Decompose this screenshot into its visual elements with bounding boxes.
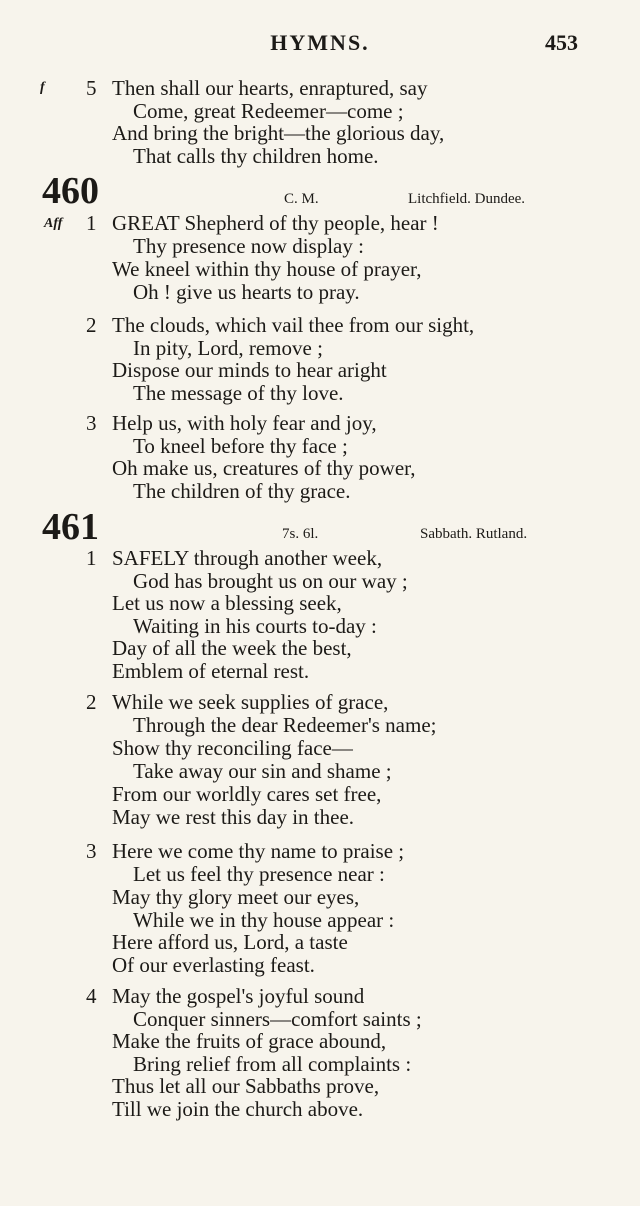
hymn-line: May we rest this day in thee. [112,805,355,829]
hymn-line: To kneel before thy face ; [133,434,348,458]
hymn-line: Bring relief from all complaints : [133,1052,412,1076]
hymn-line: In pity, Lord, remove ; [133,336,323,360]
verse-number: 1 [86,211,97,235]
hymn-line: Thy presence now display : [133,234,364,258]
verse-number: 2 [86,690,97,714]
verse-number: 3 [86,839,97,863]
hymn-line: And bring the bright—the glorious day, [112,121,445,145]
hymn-line: May thy glory meet our eyes, [112,885,360,909]
hymn-line: May the gospel's joyful sound [112,984,365,1008]
verse-number: 3 [86,411,97,435]
hymn-number: 461 [42,506,99,548]
hymn-line: Here afford us, Lord, a taste [112,930,348,954]
hymn-line: While we in thy house appear : [133,908,395,932]
hymn-line: We kneel within thy house of prayer, [112,257,422,281]
hymn-line: The clouds, which vail thee from our sight, [112,313,475,337]
hymn-line: From our worldly cares set free, [112,782,382,806]
hymn-line: While we seek supplies of grace, [112,690,389,714]
verse-number: 4 [86,984,97,1008]
running-header-title: HYMNS. [270,30,370,55]
hymn-tunes: Sabbath. Rutland. [420,526,528,542]
verse-number: 1 [86,546,97,570]
verse-number: 2 [86,313,97,337]
hymn-number: 460 [42,170,99,212]
hymn-tunes: Litchfield. Dundee. [408,191,526,207]
hymn-line: Make the fruits of grace abound, [112,1029,387,1053]
hymn-line: Day of all the week the best, [112,636,352,660]
hymn-line: That calls thy children home. [133,144,379,168]
hymn-line: Take away our sin and shame ; [133,759,392,783]
hymn-line: The children of thy grace. [133,479,351,503]
hymn-line: Show thy reconciling face— [112,736,353,760]
hymn-line: Of our everlasting feast. [112,953,315,977]
hymn-line: Waiting in his courts to-day : [133,614,377,638]
hymn-line: Let us now a blessing seek, [112,591,342,615]
verse-number: 5 [86,76,97,100]
hymn-line: Here we come thy name to praise ; [112,839,405,863]
hymn-line: Oh make us, creatures of thy power, [112,456,416,480]
dynamic-marker: Aff [44,216,63,231]
hymn-line: Through the dear Redeemer's name; [133,713,437,737]
hymn-meter: C. M. [284,191,319,207]
hymn-line: Conquer sinners—comfort saints ; [133,1007,422,1031]
hymn-line: Till we join the church above. [112,1097,364,1121]
hymn-line: Come, great Redeemer—come ; [133,99,404,123]
page-number: 453 [545,30,578,55]
hymn-line: SAFELY through another week, [112,546,383,570]
hymn-line: Oh ! give us hearts to pray. [133,280,360,304]
hymn-line: The message of thy love. [133,381,344,405]
hymn-line: GREAT Shepherd of thy people, hear ! [112,211,439,235]
hymn-line: Thus let all our Sabbaths prove, [112,1074,380,1098]
dynamic-marker: f [40,80,45,95]
hymn-line: Dispose our minds to hear aright [112,358,387,382]
hymn-line: Help us, with holy fear and joy, [112,411,377,435]
hymn-line: Then shall our hearts, enraptured, say [112,76,428,100]
hymn-line: God has brought us on our way ; [133,569,408,593]
hymn-meter: 7s. 6l. [282,526,319,542]
hymn-line: Emblem of eternal rest. [112,659,310,683]
hymn-line: Let us feel thy presence near : [133,862,385,886]
